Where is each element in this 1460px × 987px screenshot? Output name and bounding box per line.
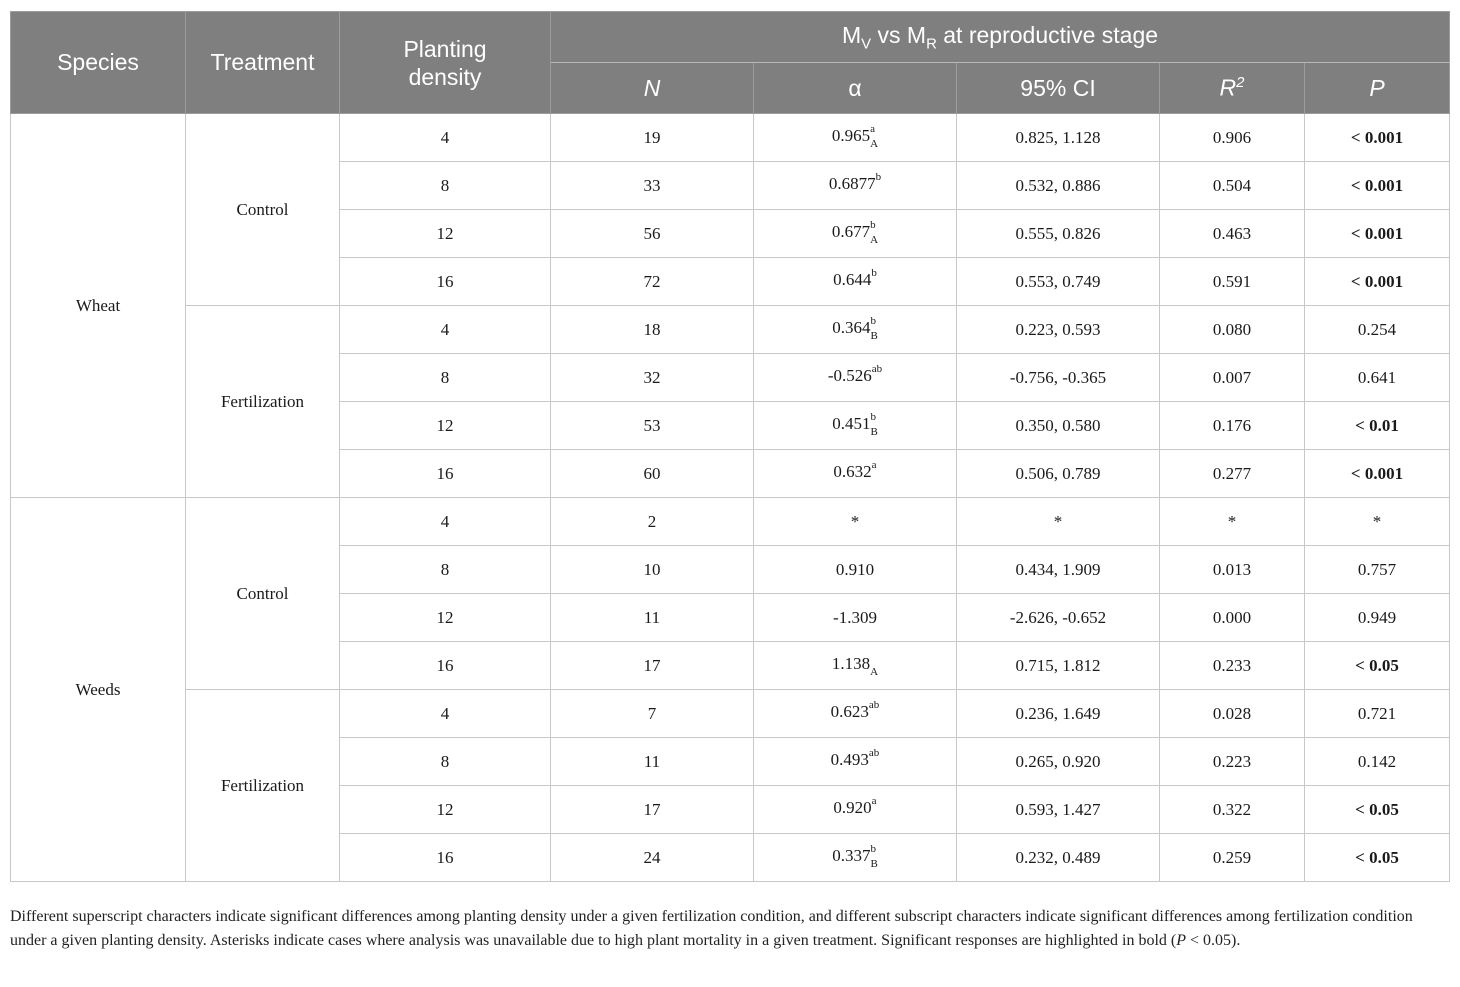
ci-cell: 0.532, 0.886 — [957, 162, 1160, 210]
alpha-cell — [754, 210, 957, 258]
ci-cell: 0.593, 1.427 — [957, 786, 1160, 834]
alpha-superscript: b — [870, 842, 876, 855]
r2-cell: 0.277 — [1160, 450, 1305, 498]
alpha-value: 0.677 — [831, 222, 871, 242]
p-value: < 0.001 — [1350, 175, 1404, 195]
p-cell — [1305, 642, 1450, 690]
density-cell: 4 — [340, 498, 551, 546]
treatment-cell: Control — [186, 498, 340, 690]
alpha-cell — [754, 642, 957, 690]
alpha-value: 0.337 — [832, 846, 871, 866]
r2-cell: 0.223 — [1160, 738, 1305, 786]
density-cell: 8 — [340, 546, 551, 594]
r2-cell: 0.259 — [1160, 834, 1305, 882]
alpha-cell — [754, 402, 957, 450]
r2-cell: 0.080 — [1160, 306, 1305, 354]
alpha-cell — [754, 162, 957, 210]
alpha-letters — [870, 122, 879, 150]
ci-cell: 0.553, 0.749 — [957, 258, 1160, 306]
p-value: < 0.001 — [1350, 223, 1404, 243]
header-planting-density: Planting density — [340, 12, 551, 114]
density-cell: 12 — [340, 402, 551, 450]
alpha-cell — [754, 738, 957, 786]
alpha-value: 0.364 — [832, 318, 871, 338]
alpha-cell — [754, 258, 957, 306]
alpha-cell — [754, 594, 957, 642]
alpha-subscript: B — [870, 857, 878, 870]
r2-cell: 0.504 — [1160, 162, 1305, 210]
ci-cell: -2.626, -0.652 — [957, 594, 1160, 642]
alpha-cell — [754, 306, 957, 354]
alpha-value: 0.910 — [835, 559, 875, 579]
alpha-value: 0.623 — [830, 702, 869, 722]
alpha-letters — [870, 654, 878, 676]
alpha-superscript: a — [871, 458, 877, 471]
n-cell: 53 — [551, 402, 754, 450]
p-value: < 0.05 — [1355, 799, 1399, 819]
p-value: 0.721 — [1357, 703, 1397, 723]
p-cell — [1305, 258, 1450, 306]
n-cell: 7 — [551, 690, 754, 738]
header-group-title: $M_V$ vs $M_R$ at reproductive stage — [551, 12, 1450, 63]
alpha-cell — [754, 690, 957, 738]
n-cell: 56 — [551, 210, 754, 258]
results-table — [10, 11, 1450, 882]
ci-cell: 0.350, 0.580 — [957, 402, 1160, 450]
ci-cell: * — [957, 498, 1160, 546]
alpha-value: 0.451 — [832, 414, 871, 434]
density-cell: 16 — [340, 834, 551, 882]
treatment-cell: Fertilization — [186, 306, 340, 498]
n-cell: 33 — [551, 162, 754, 210]
density-cell: 8 — [340, 162, 551, 210]
p-value: < 0.001 — [1350, 463, 1404, 483]
alpha-letters — [870, 314, 878, 342]
density-cell: 8 — [340, 738, 551, 786]
n-cell: 72 — [551, 258, 754, 306]
n-cell: 17 — [551, 642, 754, 690]
p-cell — [1305, 402, 1450, 450]
n-cell: 32 — [551, 354, 754, 402]
table-row — [11, 690, 1450, 738]
n-cell: 60 — [551, 450, 754, 498]
alpha-superscript: a — [871, 794, 877, 807]
r2-cell: 0.000 — [1160, 594, 1305, 642]
alpha-cell — [754, 834, 957, 882]
header-r2: $R^2$ — [1160, 63, 1305, 114]
n-cell: 11 — [551, 738, 754, 786]
table-row — [11, 306, 1450, 354]
alpha-value: 0.632 — [833, 462, 872, 482]
alpha-superscript: ab — [871, 362, 883, 375]
alpha-superscript: ab — [868, 746, 880, 759]
p-cell — [1305, 210, 1450, 258]
alpha-letters — [871, 362, 883, 388]
alpha-cell — [754, 498, 957, 546]
alpha-letters — [868, 746, 880, 772]
header-p: P — [1305, 63, 1450, 114]
header-n: N — [551, 63, 754, 114]
alpha-superscript: b — [871, 266, 877, 279]
alpha-value: 0.920 — [833, 798, 872, 818]
ci-cell: 0.434, 1.909 — [957, 546, 1160, 594]
alpha-subscript: A — [870, 233, 879, 246]
header-treatment: Treatment — [186, 12, 340, 114]
n-cell: 17 — [551, 786, 754, 834]
density-cell: 12 — [340, 210, 551, 258]
p-cell — [1305, 546, 1450, 594]
r2-cell: 0.028 — [1160, 690, 1305, 738]
header-alpha: α — [754, 63, 957, 114]
alpha-letters — [870, 842, 878, 870]
p-cell — [1305, 354, 1450, 402]
alpha-value: -0.526 — [827, 366, 872, 386]
alpha-letters — [870, 410, 878, 438]
r2-cell: 0.906 — [1160, 114, 1305, 162]
ci-cell: 0.265, 0.920 — [957, 738, 1160, 786]
p-value: 0.142 — [1357, 751, 1397, 771]
p-cell — [1305, 114, 1450, 162]
p-cell — [1305, 498, 1450, 546]
table-footnote: Different superscript characters indicate significant differences among planting density under a given fertilization condition, and different subscript characters indicate significant differences among fertilization condition under a given planting density. Asterisks indicate cases where analysis was unavailable due to high plant mortality in a given treatment. Significant responses are highlighted in bold (P < 0.05). — [10, 908, 1413, 949]
p-value: * — [1372, 511, 1382, 531]
p-value: < 0.05 — [1355, 655, 1399, 675]
alpha-letters — [871, 458, 877, 484]
density-cell: 4 — [340, 114, 551, 162]
p-value: < 0.01 — [1355, 415, 1399, 435]
r2-cell: 0.013 — [1160, 546, 1305, 594]
alpha-letters — [868, 698, 880, 724]
alpha-superscript: ab — [868, 698, 880, 711]
alpha-letters — [871, 794, 877, 820]
ci-cell: 0.715, 1.812 — [957, 642, 1160, 690]
alpha-superscript: b — [870, 410, 876, 423]
p-cell — [1305, 834, 1450, 882]
density-cell: 16 — [340, 258, 551, 306]
alpha-value: 0.493 — [830, 750, 869, 770]
r2-cell: 0.463 — [1160, 210, 1305, 258]
ci-cell: 0.236, 1.649 — [957, 690, 1160, 738]
n-cell: 11 — [551, 594, 754, 642]
n-cell: 18 — [551, 306, 754, 354]
n-cell: 10 — [551, 546, 754, 594]
p-value: < 0.001 — [1350, 127, 1404, 147]
alpha-value: 0.6877 — [828, 174, 876, 194]
density-cell: 12 — [340, 594, 551, 642]
alpha-cell — [754, 354, 957, 402]
r2-cell: 0.007 — [1160, 354, 1305, 402]
alpha-value: 0.644 — [833, 270, 872, 290]
table-body — [11, 114, 1450, 882]
ci-cell: 0.825, 1.128 — [957, 114, 1160, 162]
density-cell: 16 — [340, 642, 551, 690]
ci-cell: 0.506, 0.789 — [957, 450, 1160, 498]
p-value: 0.641 — [1357, 367, 1397, 387]
r2-cell: * — [1160, 498, 1305, 546]
n-cell: 19 — [551, 114, 754, 162]
alpha-letters — [875, 170, 882, 196]
n-cell: 24 — [551, 834, 754, 882]
p-value: 0.949 — [1357, 607, 1397, 627]
ci-cell: 0.232, 0.489 — [957, 834, 1160, 882]
density-cell: 4 — [340, 306, 551, 354]
p-value: 0.254 — [1357, 319, 1397, 339]
r2-cell: 0.591 — [1160, 258, 1305, 306]
species-cell: Wheat — [11, 114, 186, 498]
alpha-subscript: A — [870, 137, 879, 150]
density-cell: 12 — [340, 786, 551, 834]
alpha-value: * — [850, 511, 860, 531]
table-row — [11, 114, 1450, 162]
species-cell: Weeds — [11, 498, 186, 882]
n-cell: 2 — [551, 498, 754, 546]
alpha-value: -1.309 — [833, 607, 877, 627]
treatment-cell: Control — [186, 114, 340, 306]
alpha-superscript: b — [870, 218, 876, 231]
p-value: 0.757 — [1357, 559, 1397, 579]
p-cell — [1305, 306, 1450, 354]
p-cell — [1305, 738, 1450, 786]
ci-cell: 0.223, 0.593 — [957, 306, 1160, 354]
alpha-subscript: B — [870, 329, 878, 342]
table-row — [11, 498, 1450, 546]
density-cell: 4 — [340, 690, 551, 738]
ci-cell: 0.555, 0.826 — [957, 210, 1160, 258]
alpha-cell — [754, 546, 957, 594]
density-cell: 16 — [340, 450, 551, 498]
alpha-letters — [870, 218, 879, 246]
p-cell — [1305, 450, 1450, 498]
header-ci: 95% CI — [957, 63, 1160, 114]
alpha-superscript: b — [870, 314, 876, 327]
p-cell — [1305, 594, 1450, 642]
alpha-letters — [871, 266, 877, 292]
r2-cell: 0.176 — [1160, 402, 1305, 450]
ci-cell: -0.756, -0.365 — [957, 354, 1160, 402]
alpha-cell — [754, 786, 957, 834]
r2-cell: 0.233 — [1160, 642, 1305, 690]
alpha-value: 0.965 — [831, 126, 871, 146]
alpha-value: 1.138 — [831, 654, 871, 674]
header-species: Species — [11, 12, 186, 114]
p-value: < 0.05 — [1355, 847, 1399, 867]
alpha-superscript: a — [870, 122, 876, 135]
alpha-superscript: b — [875, 170, 882, 183]
r2-cell: 0.322 — [1160, 786, 1305, 834]
p-cell — [1305, 162, 1450, 210]
alpha-subscript: B — [870, 425, 878, 438]
p-cell — [1305, 690, 1450, 738]
alpha-subscript: A — [870, 665, 879, 678]
alpha-cell — [754, 450, 957, 498]
density-cell: 8 — [340, 354, 551, 402]
p-value: < 0.001 — [1350, 271, 1404, 291]
treatment-cell: Fertilization — [186, 690, 340, 882]
alpha-cell — [754, 114, 957, 162]
p-cell — [1305, 786, 1450, 834]
